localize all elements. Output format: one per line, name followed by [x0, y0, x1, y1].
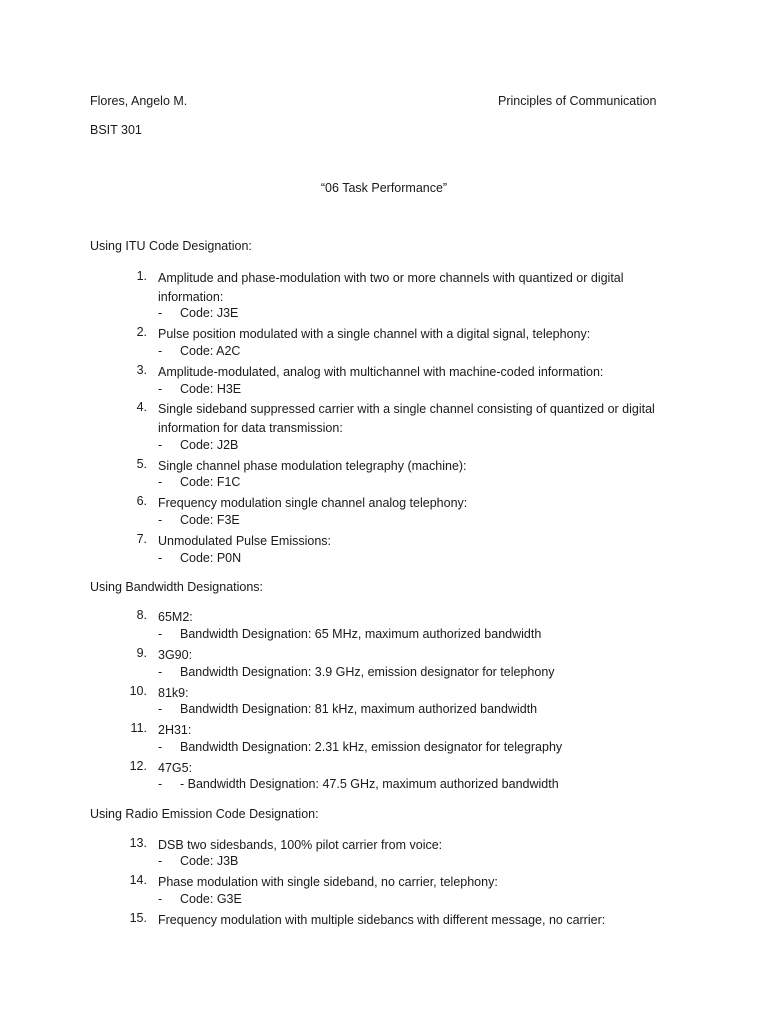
item-dash: - — [158, 892, 163, 906]
item-answer: Code: F1C — [180, 475, 241, 489]
item-dash: - — [158, 306, 163, 320]
item-text: Phase modulation with single sideband, no carrier, telephony: — [158, 875, 498, 889]
item-answer: Bandwidth Designation: 81 kHz, maximum authorized bandwidth — [180, 702, 538, 716]
item-dash: - — [158, 382, 163, 396]
item-answer: Code: A2C — [180, 344, 241, 358]
item-answer: Code: J2B — [180, 438, 239, 452]
course-title: Principles of Communication — [498, 94, 657, 108]
item-text: Amplitude-modulated, analog with multichannel with machine-coded information: — [158, 365, 604, 379]
item-number: 1. — [136, 269, 147, 283]
item-number: 2. — [136, 325, 147, 339]
section-heading-itu: Using ITU Code Designation: — [90, 239, 252, 253]
item-dash: - — [158, 665, 163, 679]
item-answer: Code: P0N — [180, 551, 242, 565]
item-text: 47G5: — [158, 761, 193, 775]
item-dash: - — [158, 513, 163, 527]
item-dash: - — [158, 344, 163, 358]
item-text: 65M2: — [158, 610, 193, 624]
item-dash: - — [158, 551, 163, 565]
section-heading-bandwidth: Using Bandwidth Designations: — [90, 580, 264, 594]
item-text: 3G90: — [158, 648, 193, 662]
item-dash: - — [158, 438, 163, 452]
item-text: Single channel phase modulation telegraphy (machine): — [158, 459, 467, 473]
item-answer: Code: F3E — [180, 513, 240, 527]
item-text: Frequency modulation single channel analog telephony: — [158, 496, 468, 510]
author-name: Flores, Angelo M. — [90, 94, 188, 108]
document-title: “06 Task Performance” — [320, 181, 448, 195]
item-number: 8. — [136, 608, 147, 622]
item-text: 2H31: — [158, 723, 192, 737]
item-text: Single sideband suppressed carrier with a single channel consisting of quantized or digital information for data transmission: — [158, 402, 655, 435]
item-dash: - — [158, 475, 163, 489]
item-dash: - — [158, 627, 163, 641]
item-number: 14. — [129, 873, 147, 887]
item-answer: - Bandwidth Designation: 47.5 GHz, maximum authorized bandwidth — [180, 777, 559, 791]
item-answer: Code: G3E — [180, 892, 242, 906]
item-answer: Code: J3E — [180, 306, 239, 320]
item-dash: - — [158, 854, 163, 868]
item-text: Amplitude and phase-modulation with two or more channels with quantized or digital information: — [158, 271, 624, 304]
item-dash: - — [158, 702, 163, 716]
item-text: 81k9: — [158, 686, 189, 700]
item-answer: Code: J3B — [180, 854, 239, 868]
item-number: 11. — [130, 721, 147, 735]
item-number: 3. — [136, 363, 147, 377]
item-number: 5. — [136, 457, 147, 471]
item-text: Frequency modulation with multiple sidebancs with different message, no carrier: — [158, 913, 606, 927]
item-answer: Code: H3E — [180, 382, 242, 396]
item-number: 13. — [129, 836, 147, 850]
class-section: BSIT 301 — [90, 123, 142, 137]
item-number: 7. — [136, 532, 147, 546]
item-answer: Bandwidth Designation: 2.31 kHz, emission designator for telegraphy — [180, 740, 563, 754]
item-number: 6. — [136, 494, 147, 508]
item-number: 12. — [129, 759, 147, 773]
item-text: DSB two sidesbands, 100% pilot carrier from voice: — [158, 838, 443, 852]
item-text: Unmodulated Pulse Emissions: — [158, 534, 331, 548]
section-heading-emission: Using Radio Emission Code Designation: — [90, 807, 319, 821]
item-number: 15. — [129, 911, 147, 925]
item-answer: Bandwidth Designation: 3.9 GHz, emission designator for telephony — [180, 665, 555, 679]
item-number: 4. — [136, 400, 147, 414]
item-number: 10. — [129, 684, 147, 698]
item-number: 9. — [136, 646, 147, 660]
item-text: Pulse position modulated with a single channel with a digital signal, telephony: — [158, 327, 591, 341]
item-dash: - — [158, 777, 163, 791]
item-answer: Bandwidth Designation: 65 MHz, maximum authorized bandwidth — [180, 627, 542, 641]
item-dash: - — [158, 740, 163, 754]
